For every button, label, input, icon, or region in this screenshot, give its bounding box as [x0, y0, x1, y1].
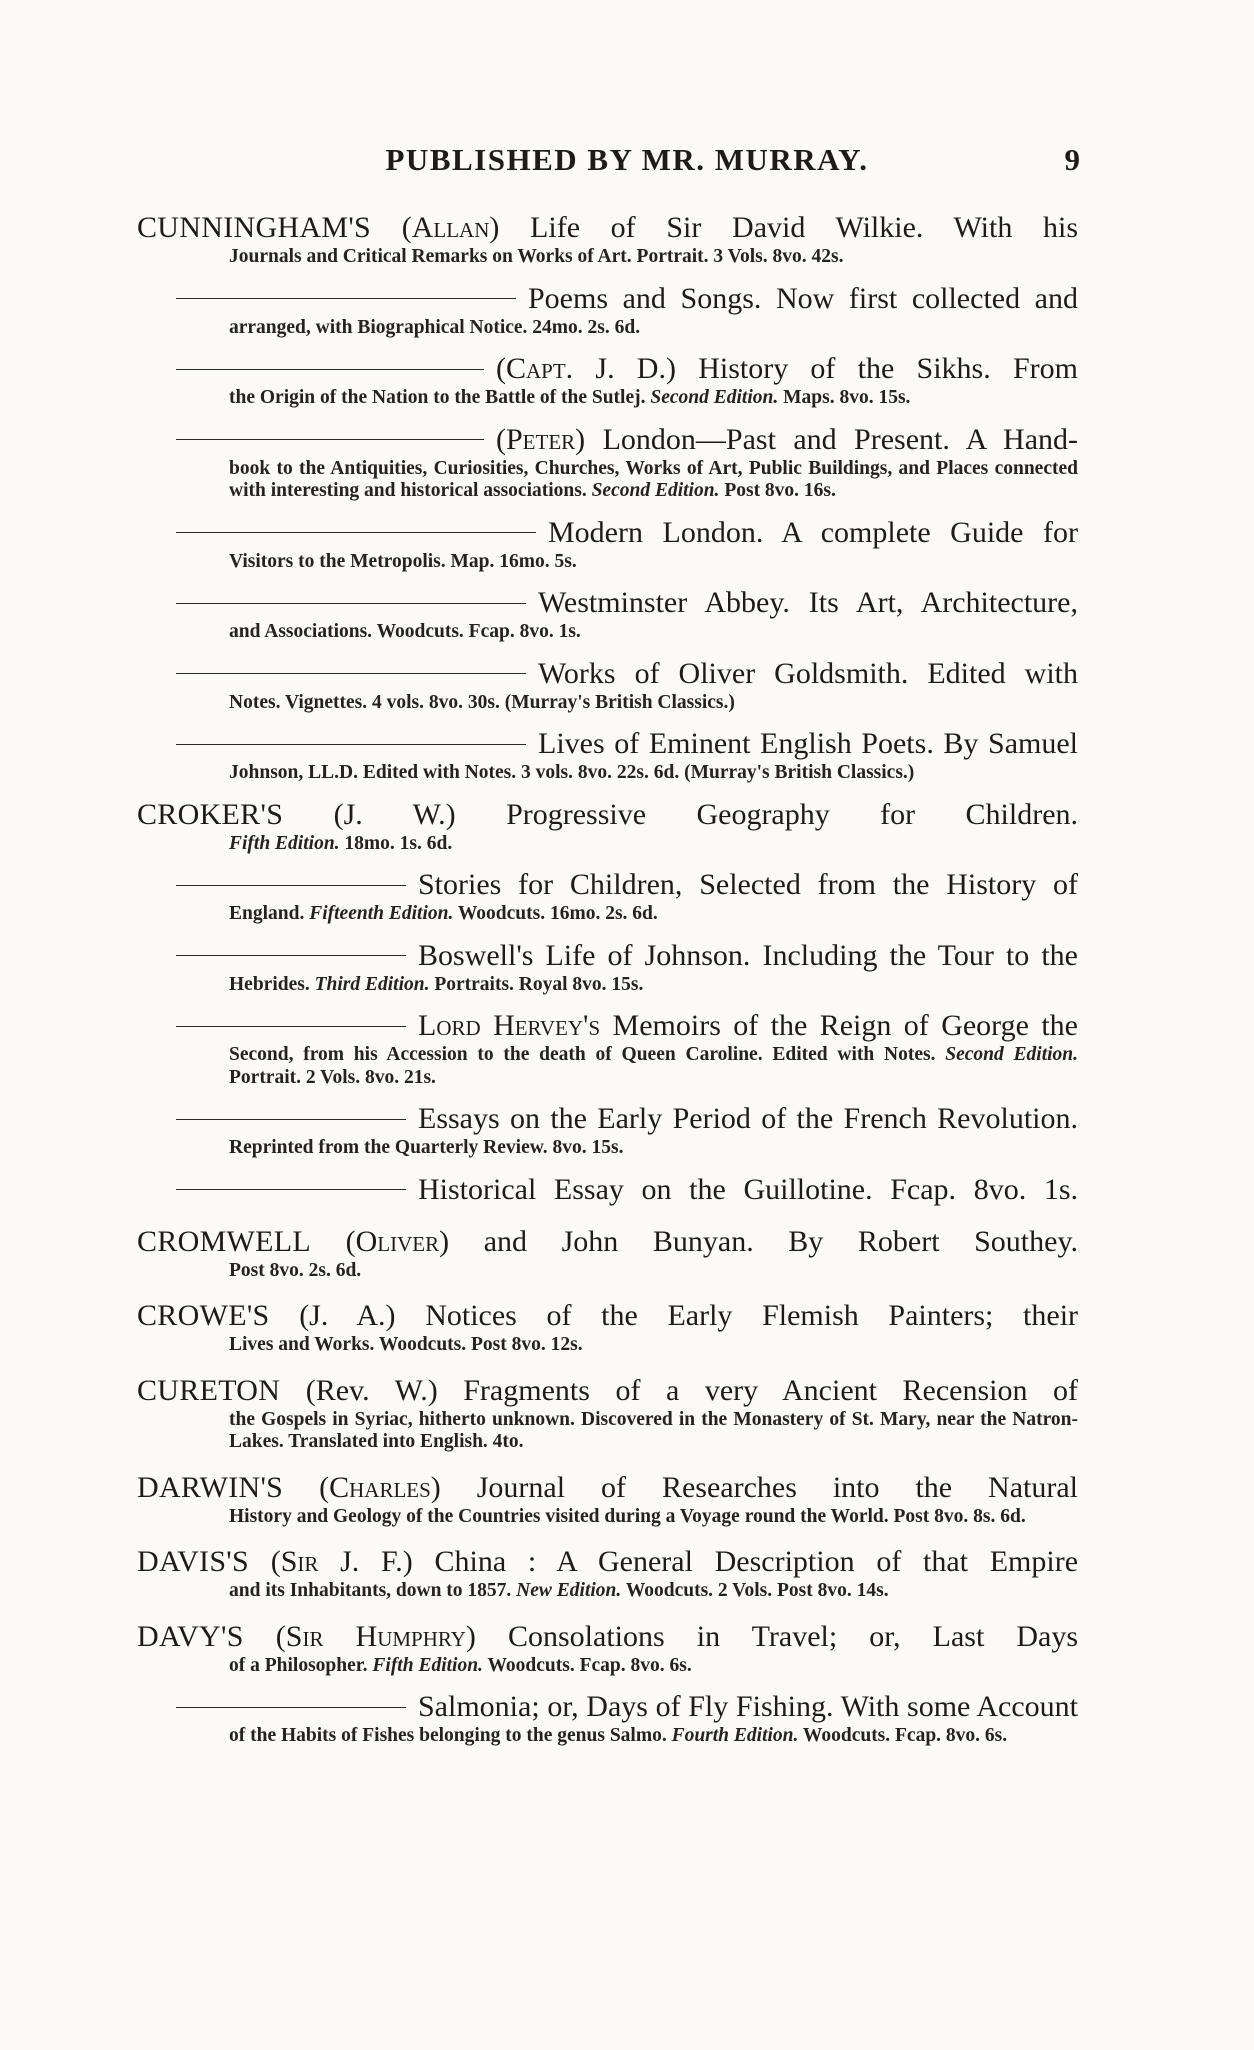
entry-westminster-abbey: [0, 585, 1078, 644]
entry-cureton-gospels: [0, 1373, 1078, 1454]
entry-boswell-johnson: [0, 938, 1078, 997]
author-qualifier: (Peter): [496, 422, 586, 456]
entry-description: Post 8vo. 2s. 6d.: [229, 1259, 362, 1281]
entry-salmonia: [0, 1689, 1078, 1748]
author-qualifier: (J. W.): [333, 797, 456, 831]
author-qualifier: (Capt. J. D.): [496, 352, 676, 385]
entry-description: of a Philosopher. Fifth Edition. Woodcuts. Fcap. 8vo. 6s.: [229, 1654, 692, 1676]
author-qualifier: (Rev. W.): [305, 1373, 438, 1407]
entry-davis-china: [0, 1544, 1078, 1603]
entry-cunningham-wilkie: [0, 210, 1078, 269]
entry-stories-children: [0, 867, 1078, 926]
entry-title: Lives of Eminent English Poets. By Samuel: [538, 727, 1078, 760]
author-name: DAVIS'S: [137, 1545, 249, 1578]
entry-title: Boswell's Life of Johnson. Including the Tour to the: [418, 938, 1078, 972]
running-head: PUBLISHED BY MR. MURRAY.: [385, 142, 869, 177]
entry-description: History and Geology of the Countries visited during a Voyage round the World. Post 8vo. 8s. 6d.: [229, 1505, 1026, 1527]
author-qualifier: (J. A.): [299, 1299, 396, 1332]
entry-description: England. Fifteenth Edition. Woodcuts. 16mo. 2s. 6d.: [229, 903, 658, 924]
entry-title: Works of Oliver Goldsmith. Edited with: [538, 656, 1078, 690]
page-number: 9: [1064, 142, 1080, 177]
entry-description: Lives and Works. Woodcuts. Post 8vo. 12s.: [229, 1334, 583, 1355]
author-name: CUNNINGHAM'S: [137, 211, 372, 244]
entry-cromwell-bunyan: [0, 1224, 1078, 1283]
author-name: CROKER'S: [137, 797, 284, 831]
author-name: CROWE'S: [137, 1299, 270, 1332]
entry-goldsmith-works: [0, 656, 1078, 715]
entry-description: Johnson, LL.D. Edited with Notes. 3 vols. 8vo. 22s. 6d. (Murray's British Classics.): [229, 762, 915, 783]
entry-title: China : A General Description of that Empire: [434, 1545, 1079, 1578]
entry-title: Stories for Children, Selected from the History of: [418, 868, 1078, 901]
entry-title: Historical Essay on the Guillotine. Fcap. 8vo. 1s.: [418, 1172, 1078, 1206]
entry-crowe-flemish: [0, 1298, 1078, 1357]
entry-title: Progressive Geography for Children.: [506, 797, 1079, 831]
entry-description: and its Inhabitants, down to 1857. New Edition. Woodcuts. 2 Vols. Post 8vo. 14s.: [229, 1580, 889, 1601]
entry-title: Journal of Researches into the Natural: [476, 1470, 1078, 1504]
entry-lives-poets: [0, 726, 1078, 785]
entry-description: the Origin of the Nation to the Battle of the Sutlej. Second Edition. Maps. 8vo. 15s.: [229, 387, 911, 408]
author-qualifier: (Allan): [401, 211, 500, 244]
entry-description: book to the Antiquities, Curiosities, Churches, Works of Art, Public Buildings, and Places connected with interesting and historical associations. Second Edition. Post 8vo. 16s.: [229, 457, 1078, 501]
entry-darwin-journal: [0, 1470, 1078, 1529]
entry-title: Life of Sir David Wilkie. With his: [530, 211, 1079, 244]
entry-modern-london: [0, 515, 1078, 574]
entry-guillotine-essay: [0, 1172, 1078, 1208]
entry-title: Consolations in Travel; or, Last Days: [507, 1619, 1079, 1653]
entry-davy-consolations: [0, 1619, 1078, 1678]
entry-description: Journals and Critical Remarks on Works of Art. Portrait. 3 Vols. 8vo. 42s.: [229, 246, 844, 267]
entry-poems-songs: [0, 281, 1078, 340]
entry-description: Second, from his Accession to the death of Queen Caroline. Edited with Notes. Second Edition. Portrait. 2 Vols. 8vo. 21s.: [229, 1044, 1079, 1088]
entry-title: Salmonia; or, Days of Fly Fishing. With some Account: [418, 1690, 1078, 1723]
author-qualifier: (Charles): [319, 1470, 441, 1504]
author-name: CROMWELL: [137, 1224, 312, 1258]
entry-description: Hebrides. Third Edition. Portraits. Royal 8vo. 15s.: [229, 973, 644, 995]
entry-description: and Associations. Woodcuts. Fcap. 8vo. 1s.: [229, 621, 581, 642]
entry-title: Essays on the Early Period of the French Revolution.: [418, 1102, 1078, 1135]
author-name: DARWIN'S: [137, 1470, 284, 1504]
entry-title: London—Past and Present. A Hand-: [602, 422, 1079, 456]
author-name: DAVY'S: [137, 1619, 244, 1653]
author-qualifier: (Sir J. F.): [270, 1545, 413, 1578]
entry-description: of the Habits of Fishes belonging to the genus Salmo. Fourth Edition. Woodcuts. Fcap. 8vo. 6s.: [229, 1725, 1008, 1746]
entry-description: arranged, with Biographical Notice. 24mo. 2s. 6d.: [229, 316, 641, 338]
entry-description: Fifth Edition. 18mo. 1s. 6d.: [229, 832, 453, 854]
entry-title: and John Bunyan. By Robert Southey.: [483, 1224, 1079, 1258]
entry-description: Notes. Vignettes. 4 vols. 8vo. 30s. (Murray's British Classics.): [229, 691, 735, 713]
author-qualifier: Lord Hervey's: [418, 1009, 601, 1042]
catalogue-entries: [0, 210, 1254, 1748]
entry-title: Modern London. A complete Guide for: [548, 515, 1078, 549]
entry-description: the Gospels in Syriac, hitherto unknown. Discovered in the Monastery of St. Mary, near the Natron-Lakes. Translated into English. 4to.: [229, 1408, 1078, 1452]
page-header: [0, 142, 1254, 182]
entry-history-sikhs: [0, 351, 1078, 410]
entry-title: Poems and Songs. Now first collected and: [528, 281, 1078, 315]
author-qualifier: (Oliver): [345, 1224, 450, 1258]
entry-london-past-present: [0, 422, 1078, 503]
entry-essays-french-revolution: [0, 1101, 1078, 1160]
entry-title: History of the Sikhs. From: [698, 352, 1078, 385]
entry-title: Memoirs of the Reign of George the: [612, 1009, 1078, 1042]
author-name: CURETON: [137, 1373, 281, 1407]
entry-title: Fragments of a very Ancient Recension of: [463, 1373, 1079, 1407]
entry-title: Westminster Abbey. Its Art, Architecture,: [538, 586, 1078, 619]
entry-title: Notices of the Early Flemish Painters; their: [425, 1299, 1079, 1332]
entry-hervey-memoirs: [0, 1008, 1078, 1089]
entry-description: Visitors to the Metropolis. Map. 16mo. 5s.: [229, 550, 577, 572]
entry-croker-geography: [0, 797, 1078, 856]
author-qualifier: (Sir Humphry): [275, 1619, 476, 1653]
entry-description: Reprinted from the Quarterly Review. 8vo. 15s.: [229, 1137, 624, 1158]
